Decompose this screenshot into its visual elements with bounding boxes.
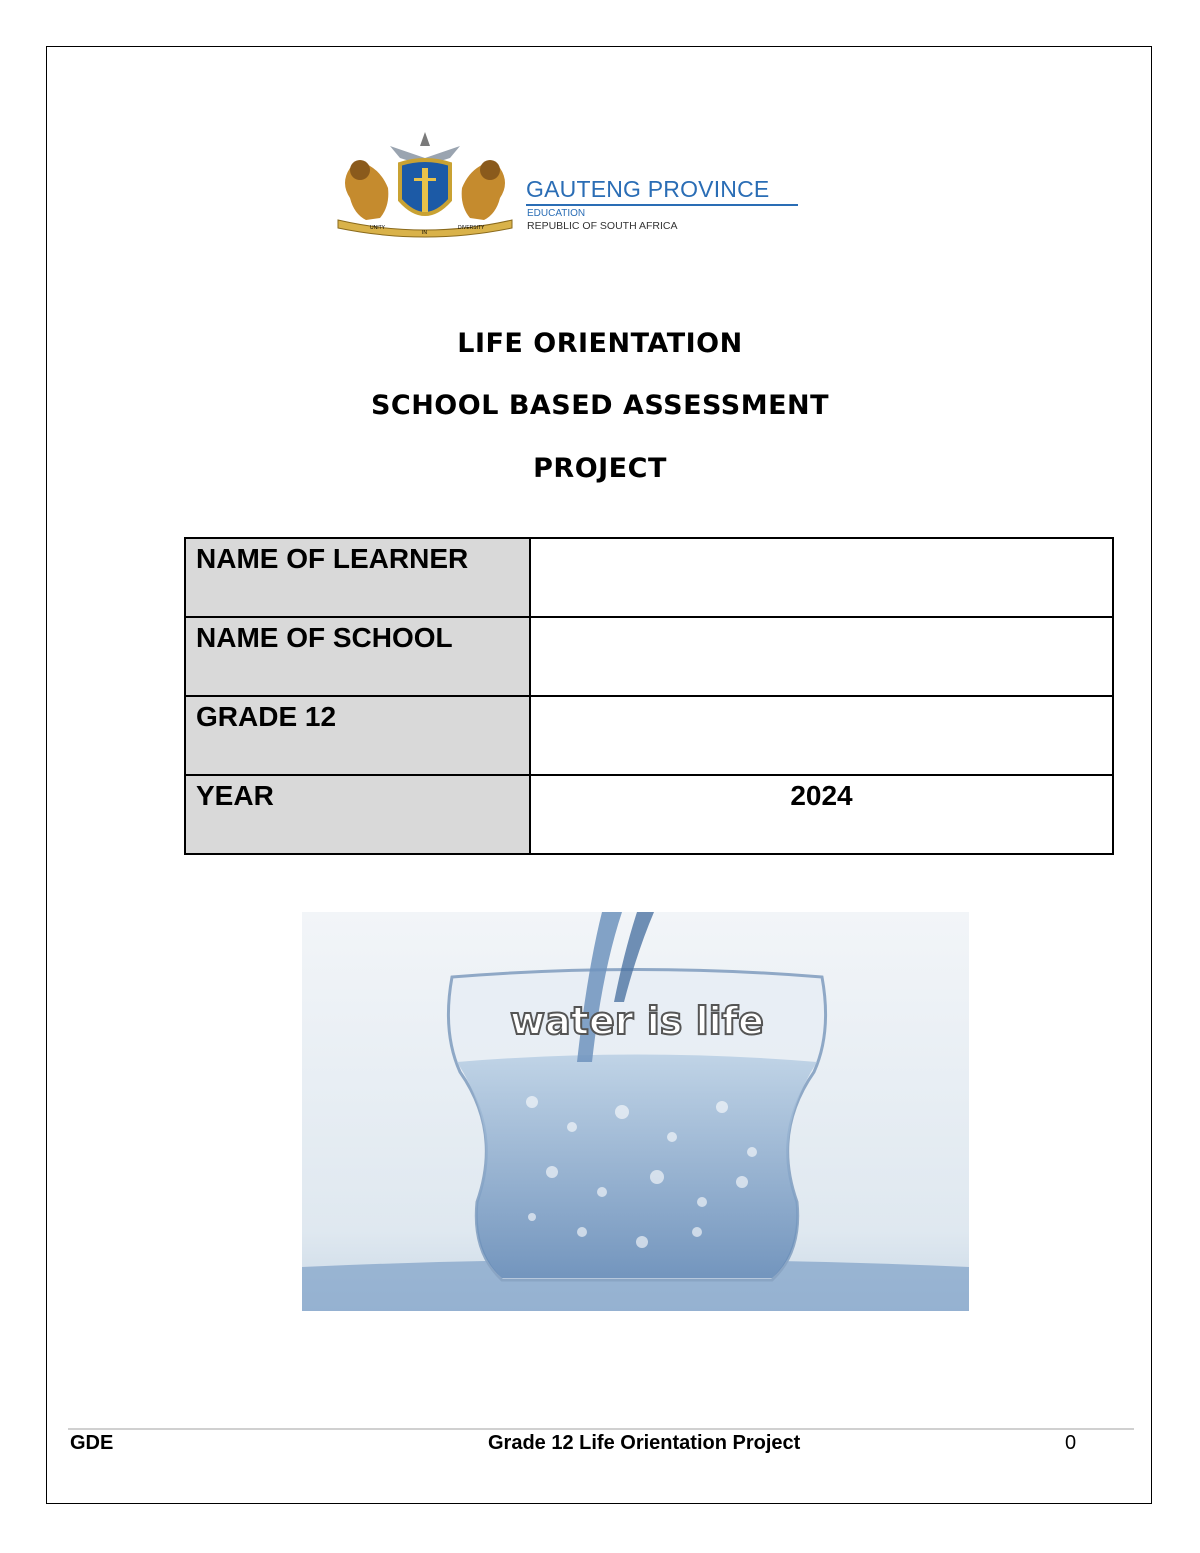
learner-info-table xyxy=(184,537,1114,855)
title-assessment: SCHOOL BASED ASSESSMENT xyxy=(370,390,830,421)
learner-name-field[interactable] xyxy=(530,538,1113,617)
logo-province-text: GAUTENG PROVINCE xyxy=(526,176,770,202)
grade-label: GRADE 12 xyxy=(185,696,530,775)
svg-text:UNITY: UNITY xyxy=(370,225,385,231)
svg-text:DIVERSITY: DIVERSITY xyxy=(458,225,485,231)
water-glass-image xyxy=(302,912,969,1311)
footer-left: GDE xyxy=(70,1432,114,1454)
page-number: 0 xyxy=(1065,1432,1077,1454)
footer-divider xyxy=(68,1428,1134,1430)
logo-underline xyxy=(526,204,798,206)
year-label: YEAR xyxy=(185,775,530,854)
footer-title: Grade 12 Life Orientation Project xyxy=(488,1432,801,1454)
coat-of-arms-icon xyxy=(330,128,520,240)
school-name-field[interactable] xyxy=(530,617,1113,696)
logo-country-text: REPUBLIC OF SOUTH AFRICA xyxy=(527,220,678,232)
table-row xyxy=(185,617,1113,696)
title-subject: LIFE ORIENTATION xyxy=(457,328,743,359)
svg-text:IN: IN xyxy=(422,230,427,236)
title-project: PROJECT xyxy=(533,453,667,484)
logo-department-text: EDUCATION xyxy=(527,208,586,219)
learner-name-label: NAME OF LEARNER xyxy=(185,538,530,617)
table-row xyxy=(185,538,1113,617)
table-row xyxy=(185,775,1113,854)
school-name-label: NAME OF SCHOOL xyxy=(185,617,530,696)
grade-field[interactable] xyxy=(530,696,1113,775)
gauteng-logo xyxy=(330,128,810,240)
table-row xyxy=(185,696,1113,775)
year-value: 2024 xyxy=(530,775,1113,854)
image-caption: water is life xyxy=(510,999,764,1043)
